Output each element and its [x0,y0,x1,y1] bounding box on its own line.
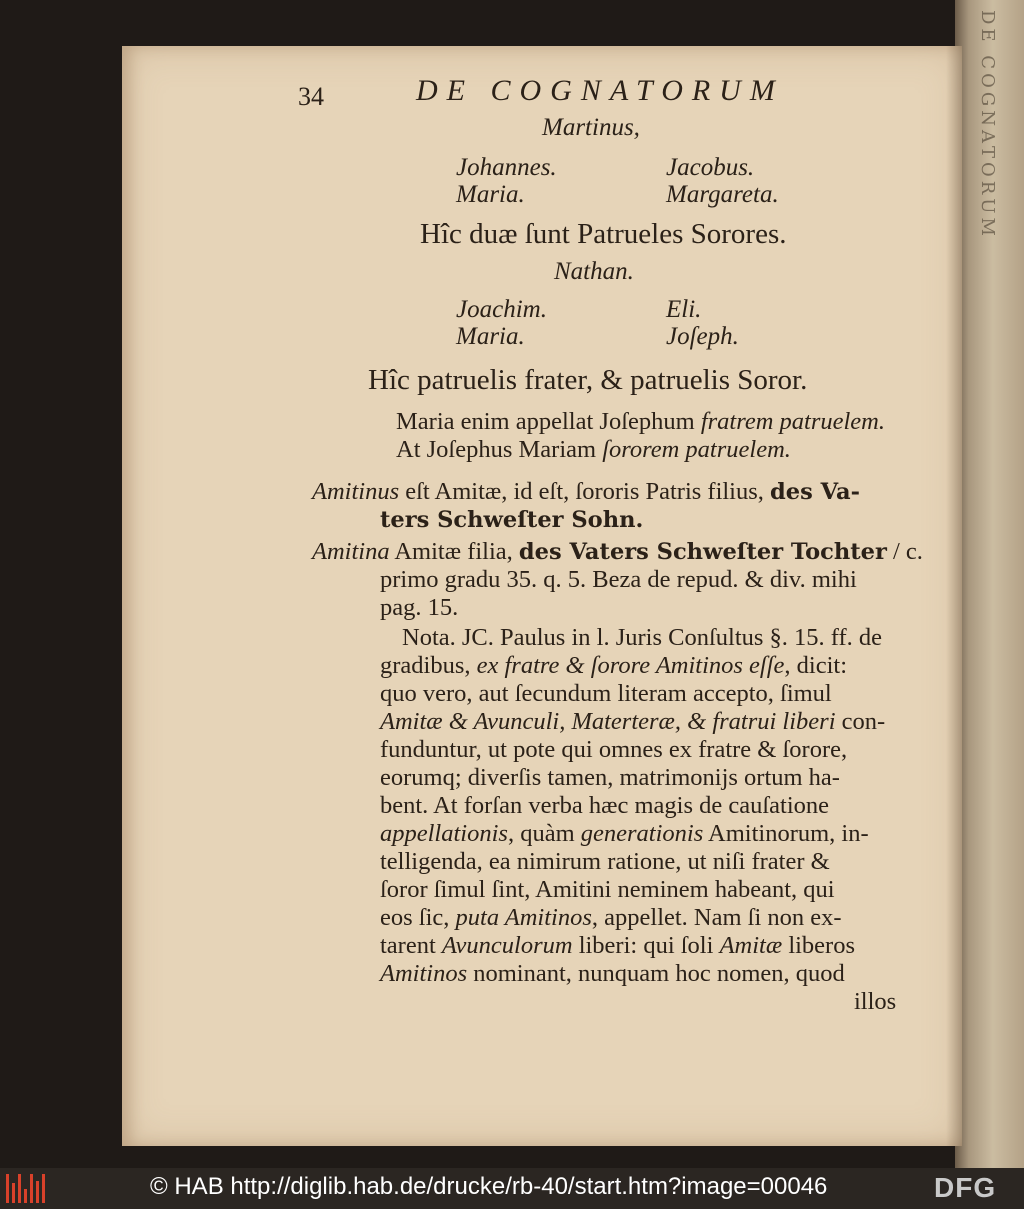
footer-bar [0,1168,1024,1209]
text-line: Amitina Amitæ filia, des Vaters Schweſter Tochter / c. [312,538,923,565]
tree2-right-2: Joſeph. [666,323,739,350]
text-line: ters Schweſter Sohn. [380,507,644,533]
text-line: gradibus, ex fratre & ſorore Amitinos eſſe, dicit: [380,652,848,679]
caption-patruelis: Hîc patruelis frater, & patruelis Soror. [368,364,808,396]
text-line: pag. 15. [380,594,459,621]
text-line: Maria enim appellat Joſephum fratrem patruelem. [396,408,885,435]
text-line: ſoror ſimul ſint, Amitini neminem habeant, qui [380,876,835,903]
running-header: DE COGNATORUM [416,74,784,107]
tree2-left-2: Maria. [456,323,525,350]
text-line: appellationis, quàm generationis Amitinorum, in- [380,820,869,847]
next-page-edge [955,0,1024,1168]
tree2-right-1: Eli. [666,296,702,323]
tree2-left-1: Joachim. [456,296,547,323]
hab-logo-icon[interactable] [6,1174,48,1203]
tree1-left-1: Johannes. [456,154,557,181]
dfg-logo[interactable]: DFG [934,1172,997,1203]
text-line: eorumq; diverſis tamen, matrimonijs ortum ha- [380,764,840,791]
tree1-right-1: Jacobus. [666,154,755,181]
text-line: Amitinus eſt Amitæ, id eſt, ſororis Patris filius, des Va- [312,478,861,505]
text-line: At Joſephus Mariam ſororem patruelem. [396,436,791,463]
page-number: 34 [298,82,324,111]
tree2-root: Nathan. [554,258,634,285]
tree1-root: Martinus, [542,114,640,141]
text-line: eos ſic, puta Amitinos, appellet. Nam ſi non ex- [380,904,842,931]
text-line: bent. At forſan verba hæc magis de cauſatione [380,792,830,819]
catchword: illos [854,988,897,1015]
copyright-link[interactable]: © HAB http://diglib.hab.de/drucke/rb-40/start.htm?image=00046 [150,1173,828,1200]
tree1-left-2: Maria. [456,181,525,208]
book-page [122,46,962,1146]
caption-patrueles-sorores: Hîc duæ ſunt Patrueles Sorores. [420,218,787,250]
text-line: Amitæ & Avunculi, Materteræ, & fratrui liberi con- [380,708,886,735]
tree1-right-2: Margareta. [666,181,779,208]
text-line: quo vero, aut ſecundum literam accepto, ſimul [380,680,832,707]
text-line: tarent Avunculorum liberi: qui ſoli Amitæ liberos [380,932,855,959]
text-line: Amitinos nominant, nunquam hoc nomen, quod [380,960,845,987]
text-line: funduntur, ut pote qui omnes ex fratre & ſorore, [380,736,848,763]
text-line: telligenda, ea nimirum ratione, ut niſi frater & [380,848,830,875]
text-line: primo gradu 35. q. 5. Beza de repud. & div. mihi [380,566,857,593]
next-page-bleed: DE COGNATORUM [977,10,998,240]
text-line: Nota. JC. Paulus in l. Juris Conſultus §. 15. ff. de [402,624,883,651]
